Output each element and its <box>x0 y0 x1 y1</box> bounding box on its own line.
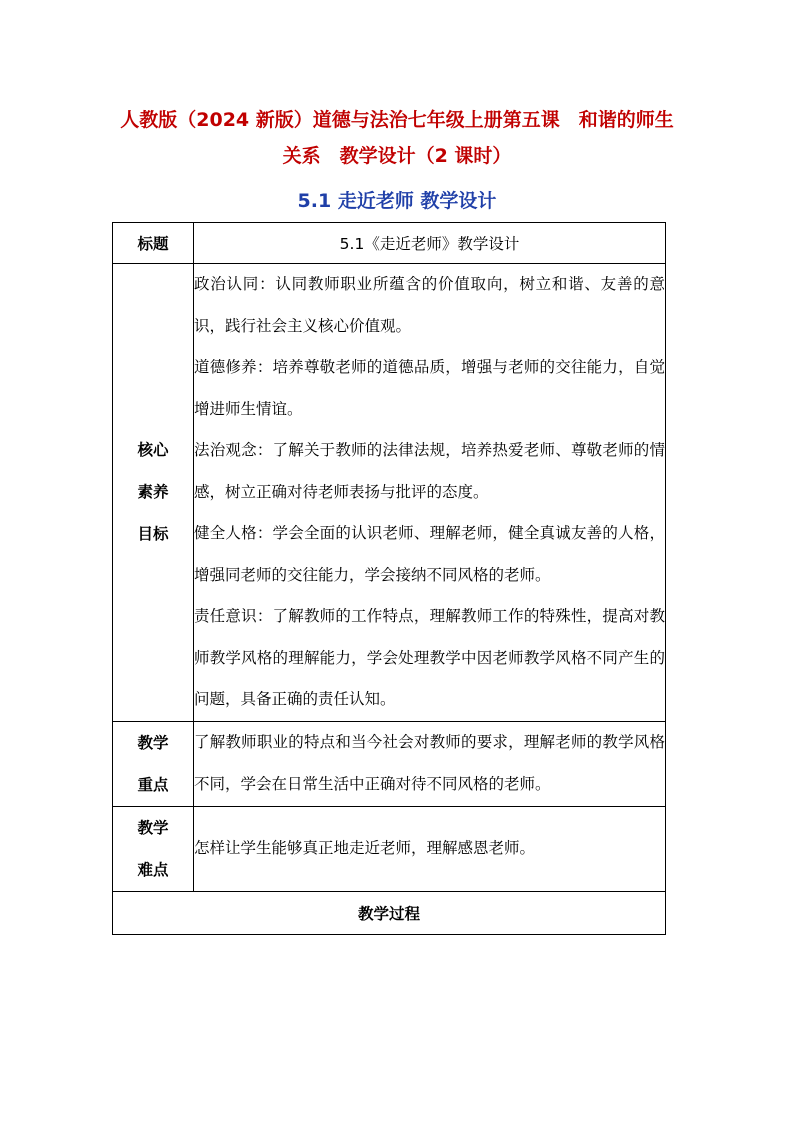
core-goals-content <box>194 264 666 722</box>
table-row-key-points <box>113 721 666 806</box>
table-row-difficulties <box>113 806 666 891</box>
goal-legal: 法治观念：了解关于教师的法律法规，培养热爱老师、尊敬老师的情感，树立正确对待老师表扬与批评的态度。 <box>194 441 665 501</box>
key-points-label-text: 教学 重点 <box>137 733 169 794</box>
table-row-process <box>113 891 666 934</box>
header-label-cell: 标题 <box>113 223 194 264</box>
difficulties-label-text: 教学 难点 <box>137 818 169 879</box>
document-title: 人教版（2024 新版）道德与法治七年级上册第五课 和谐的师生关系 教学设计（2 课时） <box>120 109 674 167</box>
core-goals-label-text: 核心 素养 目标 <box>137 441 169 544</box>
header-value-cell: 5.1《走近老师》教学设计 <box>194 223 666 264</box>
goal-responsibility: 责任意识：了解教师的工作特点，理解教师工作的特殊性，提高对教师教学风格的理解能力，学会处理教学中因老师教学风格不同产生的问题，具备正确的责任认知。 <box>194 607 665 708</box>
difficulties-label <box>113 806 194 891</box>
table-row-header <box>113 223 666 264</box>
goal-moral: 道德修养：培养尊敬老师的道德品质，增强与老师的交往能力，自觉增进师生情谊。 <box>194 358 665 418</box>
key-points-content: 了解教师职业的特点和当今社会对教师的要求，理解老师的教学风格不同，学会在日常生活中正确对待不同风格的老师。 <box>194 721 666 806</box>
document-subtitle: 5.1 走近老师 教学设计 <box>297 190 497 212</box>
goal-political: 政治认同：认同教师职业所蕴含的价值取向，树立和谐、友善的意识，践行社会主义核心价值观。 <box>194 275 665 335</box>
key-points-label <box>113 721 194 806</box>
process-heading: 教学过程 <box>113 891 666 934</box>
goal-personality: 健全人格：学会全面的认识老师、理解老师，健全真诚友善的人格，增强同老师的交往能力，学会接纳不同风格的老师。 <box>194 524 665 584</box>
table-row-core-goals <box>113 264 666 722</box>
difficulties-content: 怎样让学生能够真正地走近老师，理解感恩老师。 <box>194 806 666 891</box>
core-goals-label <box>113 264 194 722</box>
lesson-plan-table <box>112 222 666 935</box>
